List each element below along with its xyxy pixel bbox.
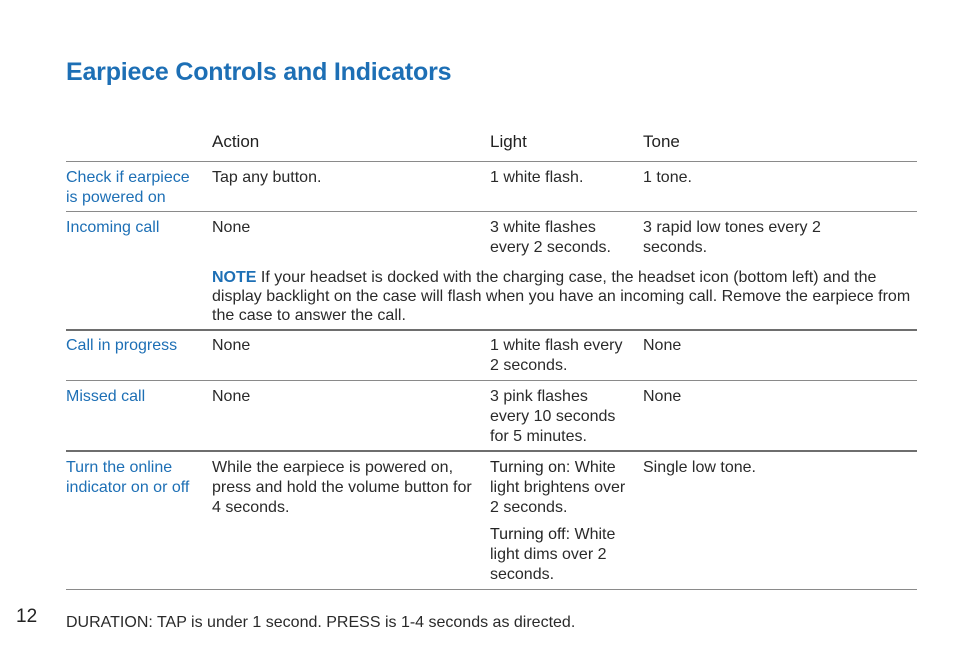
row-action: None <box>212 388 251 405</box>
row-action: None <box>212 337 251 354</box>
row-light-off <box>490 525 635 585</box>
footer-text: TAP is under 1 second. PRESS is 1-4 seconds as directed. <box>152 614 576 631</box>
light-on-text: : White light brightens over 2 seconds. <box>490 459 626 516</box>
table-rule <box>66 211 917 212</box>
table-rule <box>66 450 917 452</box>
row-tone: None <box>643 388 682 405</box>
note-paragraph <box>212 268 912 325</box>
row-label: Call in progress <box>66 337 178 354</box>
row-tone: 3 rapid low tones every 2 seconds. <box>643 219 821 256</box>
light-off-text: : White light dims over 2 seconds. <box>490 526 616 583</box>
column-header-light: Light <box>490 132 527 151</box>
duration-footnote <box>66 614 575 632</box>
note-text: If your headset is docked with the charging case, the headset icon (bottom left) and the display backlight on the case will flash when you have an incoming call. Remove the earpiece from the case to answer the call. <box>212 269 911 324</box>
footer-label: DURATION: <box>66 614 153 631</box>
page-number: 12 <box>16 606 38 627</box>
light-on-label: Turning on <box>490 459 566 476</box>
row-action: Tap any button. <box>212 169 322 186</box>
row-tone: None <box>643 337 682 354</box>
row-action: While the earpiece is powered on, press and hold the volume button for 4 seconds. <box>212 459 472 516</box>
light-off-label: Turning off <box>490 526 566 543</box>
row-label: Incoming call <box>66 219 160 236</box>
row-label: Check if earpiece is powered on <box>66 169 190 206</box>
table-rule <box>66 329 917 331</box>
column-header-tone: Tone <box>643 132 680 151</box>
row-light: 3 pink flashes every 10 seconds for 5 minutes. <box>490 388 616 445</box>
page-title: Earpiece Controls and Indicators <box>66 58 452 86</box>
row-tone: Single low tone. <box>643 459 756 476</box>
row-light: 1 white flash. <box>490 169 584 186</box>
row-label: Missed call <box>66 388 146 405</box>
row-light-on <box>490 458 635 518</box>
row-action: None <box>212 219 251 236</box>
row-label: Turn the online indicator on or off <box>66 459 190 496</box>
table-rule <box>66 161 917 162</box>
note-label: NOTE <box>212 269 257 286</box>
table-rule <box>66 589 917 590</box>
row-light: 3 white flashes every 2 seconds. <box>490 219 611 256</box>
row-tone: 1 tone. <box>643 169 692 186</box>
column-header-action: Action <box>212 132 260 151</box>
row-light: 1 white flash every 2 seconds. <box>490 337 623 374</box>
table-rule <box>66 380 917 381</box>
